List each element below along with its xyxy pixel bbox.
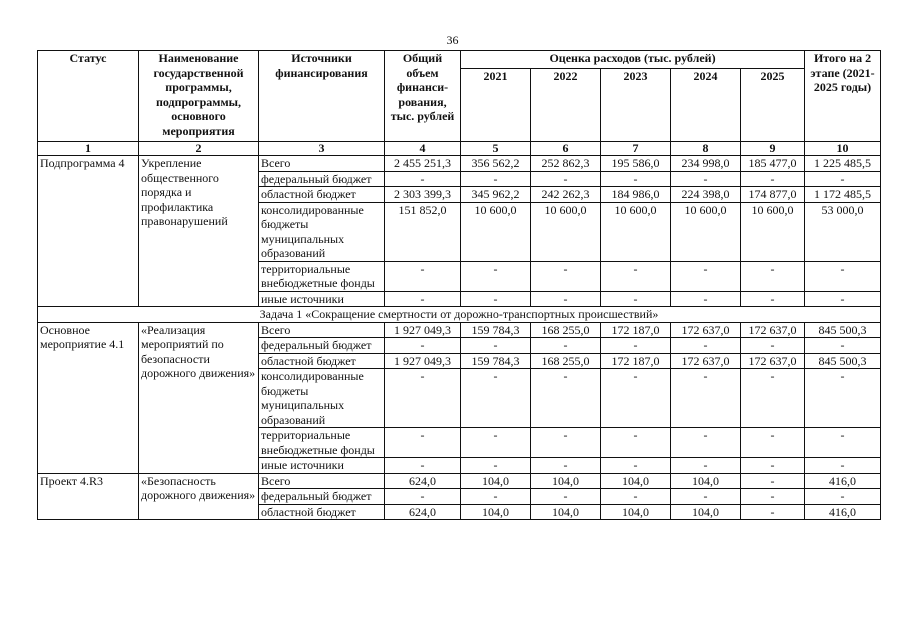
- task-row: [38, 307, 881, 323]
- value-cell: -: [531, 171, 601, 187]
- value-cell: 172 637,0: [741, 353, 805, 369]
- program-name-cell: «Безопасность дорожного движения»: [139, 473, 259, 520]
- value-cell: -: [741, 458, 805, 474]
- source-cell: Всего: [259, 322, 385, 338]
- value-cell: -: [531, 458, 601, 474]
- value-cell: 845 500,3: [805, 353, 881, 369]
- value-cell: -: [531, 489, 601, 505]
- value-cell: -: [601, 489, 671, 505]
- source-cell: федеральный бюджет: [259, 338, 385, 354]
- value-cell: 242 262,3: [531, 187, 601, 203]
- header-sources: Источники финансирования: [259, 51, 385, 142]
- source-cell: областной бюджет: [259, 353, 385, 369]
- value-cell: -: [461, 458, 531, 474]
- source-cell: Всего: [259, 156, 385, 172]
- value-cell: -: [741, 473, 805, 489]
- value-cell: 2 303 399,3: [385, 187, 461, 203]
- source-cell: территориальные внебюджетные фонды: [259, 261, 385, 291]
- value-cell: 53 000,0: [805, 202, 881, 261]
- value-cell: -: [741, 504, 805, 520]
- value-cell: 104,0: [531, 504, 601, 520]
- status-cell: Проект 4.R3: [38, 473, 139, 520]
- value-cell: 10 600,0: [531, 202, 601, 261]
- value-cell: -: [741, 291, 805, 307]
- column-number: 7: [601, 142, 671, 156]
- value-cell: 104,0: [671, 473, 741, 489]
- value-cell: 104,0: [461, 504, 531, 520]
- value-cell: -: [385, 428, 461, 458]
- value-cell: 184 986,0: [601, 187, 671, 203]
- value-cell: -: [805, 458, 881, 474]
- value-cell: 151 852,0: [385, 202, 461, 261]
- value-cell: -: [461, 261, 531, 291]
- value-cell: 159 784,3: [461, 353, 531, 369]
- value-cell: -: [671, 261, 741, 291]
- table-row: [38, 156, 881, 172]
- value-cell: -: [741, 369, 805, 428]
- status-cell: Основное мероприятие 4.1: [38, 322, 139, 473]
- value-cell: 416,0: [805, 473, 881, 489]
- value-cell: 10 600,0: [671, 202, 741, 261]
- value-cell: -: [601, 261, 671, 291]
- program-name-cell: «Реализация мероприятий по безопасности дорожного движения»: [139, 322, 259, 473]
- value-cell: 174 877,0: [741, 187, 805, 203]
- page-number: 36: [446, 33, 459, 47]
- value-cell: 416,0: [805, 504, 881, 520]
- value-cell: -: [531, 338, 601, 354]
- table-row: [38, 322, 881, 338]
- value-cell: 168 255,0: [531, 322, 601, 338]
- value-cell: 172 637,0: [671, 353, 741, 369]
- value-cell: 224 398,0: [671, 187, 741, 203]
- column-number: 8: [671, 142, 741, 156]
- value-cell: 10 600,0: [601, 202, 671, 261]
- value-cell: 356 562,2: [461, 156, 531, 172]
- value-cell: -: [741, 338, 805, 354]
- value-cell: -: [461, 489, 531, 505]
- value-cell: 172 187,0: [601, 322, 671, 338]
- column-number: 4: [385, 142, 461, 156]
- value-cell: -: [741, 489, 805, 505]
- value-cell: 172 637,0: [741, 322, 805, 338]
- program-name-cell: Укрепление общественного порядка и профилактика правонарушений: [139, 156, 259, 307]
- header-year: 2025: [741, 69, 805, 142]
- value-cell: -: [385, 338, 461, 354]
- value-cell: 1 927 049,3: [385, 353, 461, 369]
- value-cell: -: [461, 369, 531, 428]
- value-cell: -: [601, 338, 671, 354]
- value-cell: 624,0: [385, 473, 461, 489]
- source-cell: консолидированные бюджеты муниципальных образований: [259, 202, 385, 261]
- value-cell: -: [385, 369, 461, 428]
- value-cell: -: [601, 171, 671, 187]
- column-number: 2: [139, 142, 259, 156]
- value-cell: -: [805, 369, 881, 428]
- value-cell: -: [805, 338, 881, 354]
- value-cell: -: [671, 458, 741, 474]
- source-cell: областной бюджет: [259, 504, 385, 520]
- source-cell: федеральный бюджет: [259, 489, 385, 505]
- value-cell: 10 600,0: [741, 202, 805, 261]
- value-cell: 345 962,2: [461, 187, 531, 203]
- value-cell: -: [671, 171, 741, 187]
- value-cell: -: [671, 338, 741, 354]
- value-cell: 234 998,0: [671, 156, 741, 172]
- value-cell: 104,0: [461, 473, 531, 489]
- value-cell: 10 600,0: [461, 202, 531, 261]
- value-cell: -: [741, 261, 805, 291]
- value-cell: 1 927 049,3: [385, 322, 461, 338]
- source-cell: областной бюджет: [259, 187, 385, 203]
- task-title: Задача 1 «Сокращение смертности от дорожно-транспортных происшествий»: [38, 307, 881, 323]
- table-row: [38, 473, 881, 489]
- header-year: 2023: [601, 69, 671, 142]
- value-cell: -: [385, 171, 461, 187]
- source-cell: территориальные внебюджетные фонды: [259, 428, 385, 458]
- value-cell: -: [601, 458, 671, 474]
- value-cell: 845 500,3: [805, 322, 881, 338]
- value-cell: 252 862,3: [531, 156, 601, 172]
- header-stage-total: Итого на 2 этапе (2021-2025 годы): [805, 51, 881, 142]
- value-cell: -: [461, 171, 531, 187]
- value-cell: -: [531, 261, 601, 291]
- value-cell: 104,0: [601, 504, 671, 520]
- value-cell: -: [385, 291, 461, 307]
- header-year: 2021: [461, 69, 531, 142]
- value-cell: 195 586,0: [601, 156, 671, 172]
- column-number-row: [38, 142, 881, 156]
- column-number: 3: [259, 142, 385, 156]
- value-cell: -: [741, 171, 805, 187]
- value-cell: -: [671, 291, 741, 307]
- value-cell: 172 187,0: [601, 353, 671, 369]
- value-cell: 104,0: [531, 473, 601, 489]
- value-cell: 1 172 485,5: [805, 187, 881, 203]
- value-cell: -: [531, 369, 601, 428]
- value-cell: -: [671, 369, 741, 428]
- column-number: 6: [531, 142, 601, 156]
- value-cell: 1 225 485,5: [805, 156, 881, 172]
- column-number: 1: [38, 142, 139, 156]
- value-cell: 624,0: [385, 504, 461, 520]
- value-cell: -: [805, 291, 881, 307]
- source-cell: федеральный бюджет: [259, 171, 385, 187]
- value-cell: -: [385, 261, 461, 291]
- column-number: 5: [461, 142, 531, 156]
- source-cell: Всего: [259, 473, 385, 489]
- value-cell: -: [461, 338, 531, 354]
- value-cell: -: [805, 261, 881, 291]
- value-cell: -: [461, 291, 531, 307]
- value-cell: 168 255,0: [531, 353, 601, 369]
- financing-table: [37, 50, 881, 520]
- value-cell: -: [671, 489, 741, 505]
- header-expenses: Оценка расходов (тыс. рублей): [461, 51, 805, 69]
- value-cell: -: [531, 428, 601, 458]
- value-cell: -: [671, 428, 741, 458]
- header-program-name: Наименование государственной программы, подпрограммы, основного мероприятия: [139, 51, 259, 142]
- source-cell: иные источники: [259, 291, 385, 307]
- header-year: 2024: [671, 69, 741, 142]
- value-cell: 2 455 251,3: [385, 156, 461, 172]
- value-cell: 185 477,0: [741, 156, 805, 172]
- value-cell: -: [805, 428, 881, 458]
- column-number: 9: [741, 142, 805, 156]
- header-row: [38, 51, 881, 69]
- value-cell: -: [805, 171, 881, 187]
- header-year: 2022: [531, 69, 601, 142]
- value-cell: 104,0: [601, 473, 671, 489]
- value-cell: -: [461, 428, 531, 458]
- value-cell: 159 784,3: [461, 322, 531, 338]
- header-status: Статус: [38, 51, 139, 142]
- value-cell: -: [805, 489, 881, 505]
- value-cell: -: [601, 369, 671, 428]
- status-cell: Подпрограмма 4: [38, 156, 139, 307]
- value-cell: 104,0: [671, 504, 741, 520]
- header-total-volume: Общий объем финанси-рования, тыс. рублей: [385, 51, 461, 142]
- value-cell: -: [741, 428, 805, 458]
- source-cell: консолидированные бюджеты муниципальных образований: [259, 369, 385, 428]
- value-cell: -: [385, 458, 461, 474]
- value-cell: -: [385, 489, 461, 505]
- value-cell: -: [601, 428, 671, 458]
- value-cell: -: [531, 291, 601, 307]
- value-cell: 172 637,0: [671, 322, 741, 338]
- source-cell: иные источники: [259, 458, 385, 474]
- value-cell: -: [601, 291, 671, 307]
- column-number: 10: [805, 142, 881, 156]
